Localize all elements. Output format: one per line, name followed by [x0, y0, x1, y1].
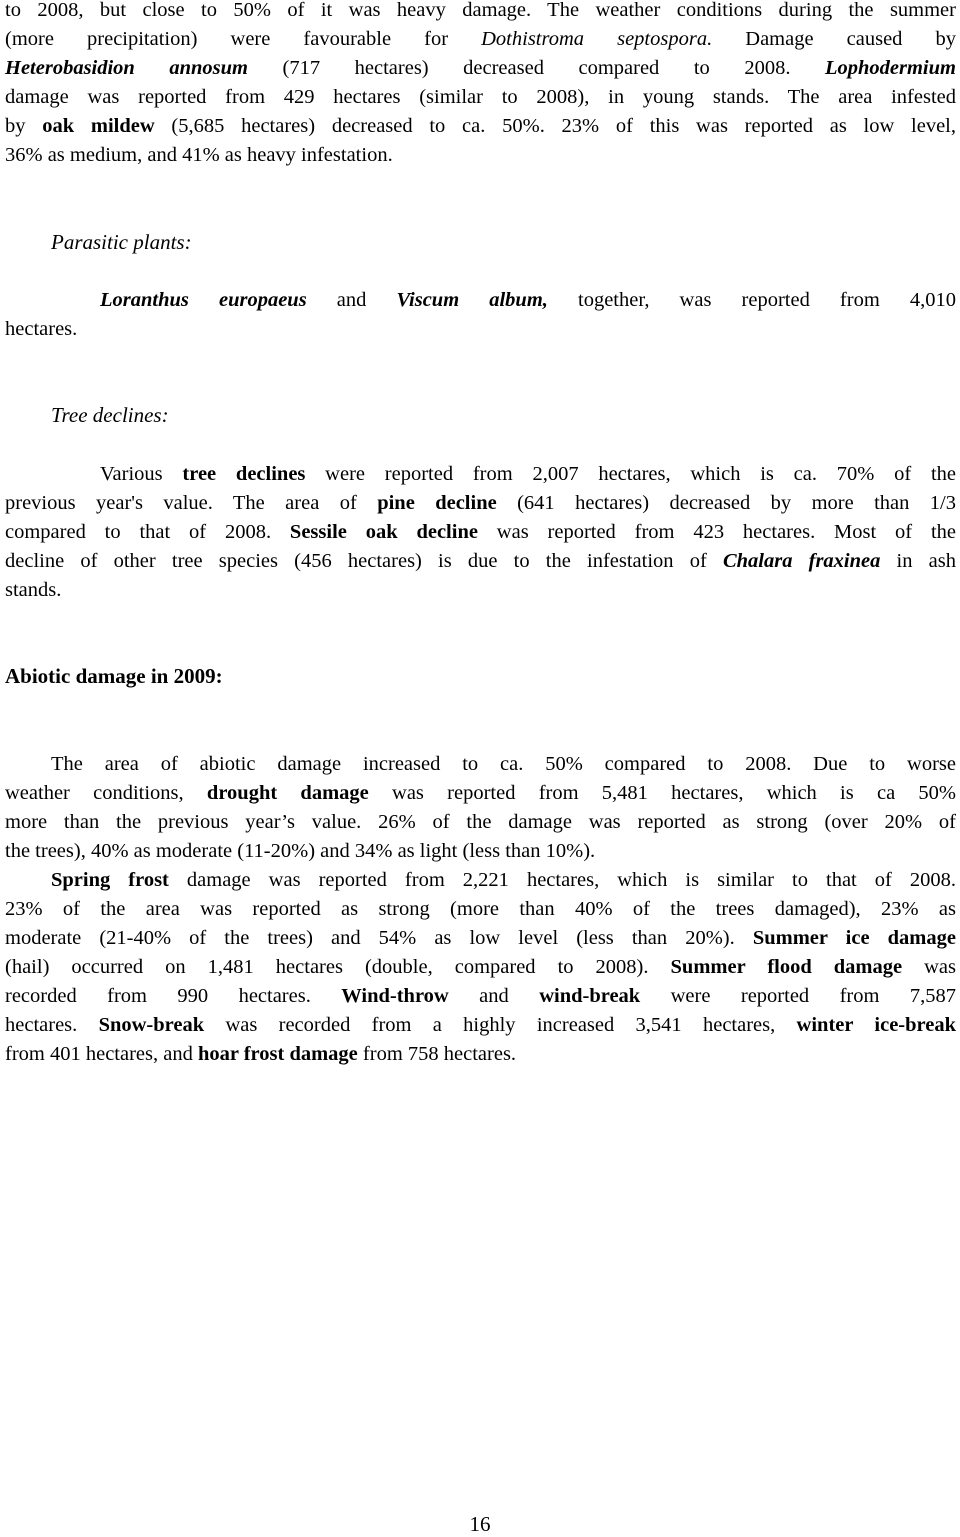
emphasis: Summer flood damage — [670, 956, 903, 978]
text-run: (641 hectares) decreased by more than 1/3 — [496, 492, 956, 514]
emphasis: hoar frost damage — [197, 1043, 358, 1065]
text-run: together, was reported from 4,010 — [547, 289, 956, 311]
text-run: Damage caused by — [712, 28, 956, 50]
abiotic-p2-line-7 — [5, 1040, 956, 1069]
text-run: hectares. — [5, 318, 78, 340]
emphasis: wind-break — [539, 985, 641, 1007]
text-run: 36% as medium, and 41% as heavy infestation. — [5, 144, 393, 166]
text-run: from 401 hectares, and — [5, 1043, 198, 1065]
emphasis: Snow-break — [98, 1014, 205, 1036]
text-run: The area of abiotic damage increased to ca. 50% compared to 2008. Due to worse — [51, 753, 956, 775]
text-run: (more precipitation) were favourable for — [5, 28, 482, 50]
text-run: moderate (21-40% of the trees) and 54% as low level (less than 20%). — [5, 927, 753, 949]
text-run: the trees), 40% as moderate (11-20%) and 34% as light (less than 10%). — [5, 840, 596, 862]
intro-line-5 — [5, 112, 956, 141]
text-run: (717 hectares) decreased compared to 2008. — [248, 57, 825, 79]
text-run: previous year's value. The area of — [5, 492, 378, 514]
tree-declines-line-4 — [5, 547, 956, 576]
abiotic-p1-line-2 — [5, 779, 956, 808]
section-heading-tree-declines: Tree declines: — [51, 403, 169, 427]
abiotic-p2-line-6 — [5, 1011, 956, 1040]
text-run: Various — [100, 463, 183, 485]
species-name: Dothistroma septospora. — [481, 28, 713, 50]
text-run: decline of other tree species (456 hectares) is due to the infestation of — [5, 550, 723, 572]
emphasis: Summer ice damage — [752, 927, 956, 949]
tree-declines-line-2 — [5, 489, 956, 518]
text-run: (5,685 hectares) decreased to ca. 50%. 23% of this was reported as low level, — [154, 115, 956, 137]
text-run: compared to that of 2008. — [5, 521, 290, 543]
emphasis: winter ice-break — [796, 1014, 956, 1036]
abiotic-p1-line-3 — [5, 808, 956, 837]
intro-line-1 — [5, 0, 956, 25]
text-run: from 758 hectares. — [357, 1043, 517, 1065]
species-name: Loranthus europaeus — [100, 289, 307, 311]
species-name: Viscum album, — [396, 289, 548, 311]
text-run: in ash — [880, 550, 956, 572]
emphasis: Wind-throw — [341, 985, 449, 1007]
abiotic-p2-line-1 — [51, 866, 956, 895]
text-run: (hail) occurred on 1,481 hectares (double, compared to 2008). — [5, 956, 671, 978]
text-run: was reported from 423 hectares. Most of the — [477, 521, 956, 543]
text-run: were reported from 2,007 hectares, which is ca. 70% of the — [305, 463, 956, 485]
tree-declines-line-1 — [100, 460, 956, 489]
intro-line-4 — [5, 83, 956, 112]
text-run: and — [448, 985, 540, 1007]
parasitic-line-2 — [5, 315, 956, 344]
intro-line-6 — [5, 141, 956, 170]
emphasis: pine decline — [377, 492, 497, 514]
emphasis: tree declines — [182, 463, 306, 485]
text-run: stands. — [5, 579, 62, 601]
text-run: was recorded from a highly increased 3,541 hectares, — [204, 1014, 797, 1036]
species-name: Lophodermium — [824, 57, 956, 79]
text-run: were reported from 7,587 — [640, 985, 956, 1007]
text-run: damage was reported from 2,221 hectares, which is similar to that of 2008. — [168, 869, 956, 891]
text-run: to 2008, but close to 50% of it was heavy damage. The weather conditions during the summer — [5, 0, 956, 21]
text-run: weather conditions, — [5, 782, 207, 804]
abiotic-p2-line-3 — [5, 924, 956, 953]
text-run: more than the previous year’s value. 26% of the damage was reported as strong (over 20% of — [5, 811, 956, 833]
species-name: Heterobasidion annosum — [5, 57, 248, 79]
intro-line-3 — [5, 54, 956, 83]
text-run: hectares. — [5, 1014, 99, 1036]
abiotic-p2-line-4 — [5, 953, 956, 982]
text-run: recorded from 990 hectares. — [5, 985, 342, 1007]
tree-declines-line-3 — [5, 518, 956, 547]
text-run: damage was reported from 429 hectares (similar to 2008), in young stands. The area infested — [5, 86, 956, 108]
emphasis: drought damage — [206, 782, 369, 804]
section-heading-abiotic: Abiotic damage in 2009: — [5, 664, 223, 688]
text-run: and — [306, 289, 397, 311]
emphasis: Sessile oak decline — [289, 521, 478, 543]
species-name: Chalara fraxinea — [722, 550, 881, 572]
text-run: by — [5, 115, 43, 137]
text-run: 23% of the area was reported as strong (more than 40% of the trees damaged), 23% as — [5, 898, 956, 920]
abiotic-p2-line-2 — [5, 895, 956, 924]
abiotic-p1-line-4 — [5, 837, 956, 866]
section-heading-parasitic: Parasitic plants: — [51, 230, 192, 254]
emphasis: Spring frost — [51, 869, 169, 891]
abiotic-p2-line-5 — [5, 982, 956, 1011]
text-run: was — [902, 956, 956, 978]
abiotic-p1-line-1 — [51, 750, 956, 779]
text-run: was reported from 5,481 hectares, which is ca 50% — [368, 782, 956, 804]
parasitic-line-1 — [100, 286, 956, 315]
intro-line-2 — [5, 25, 956, 54]
emphasis: oak mildew — [42, 115, 155, 137]
tree-declines-line-5 — [5, 576, 956, 605]
page-number: 16 — [469, 1512, 491, 1536]
